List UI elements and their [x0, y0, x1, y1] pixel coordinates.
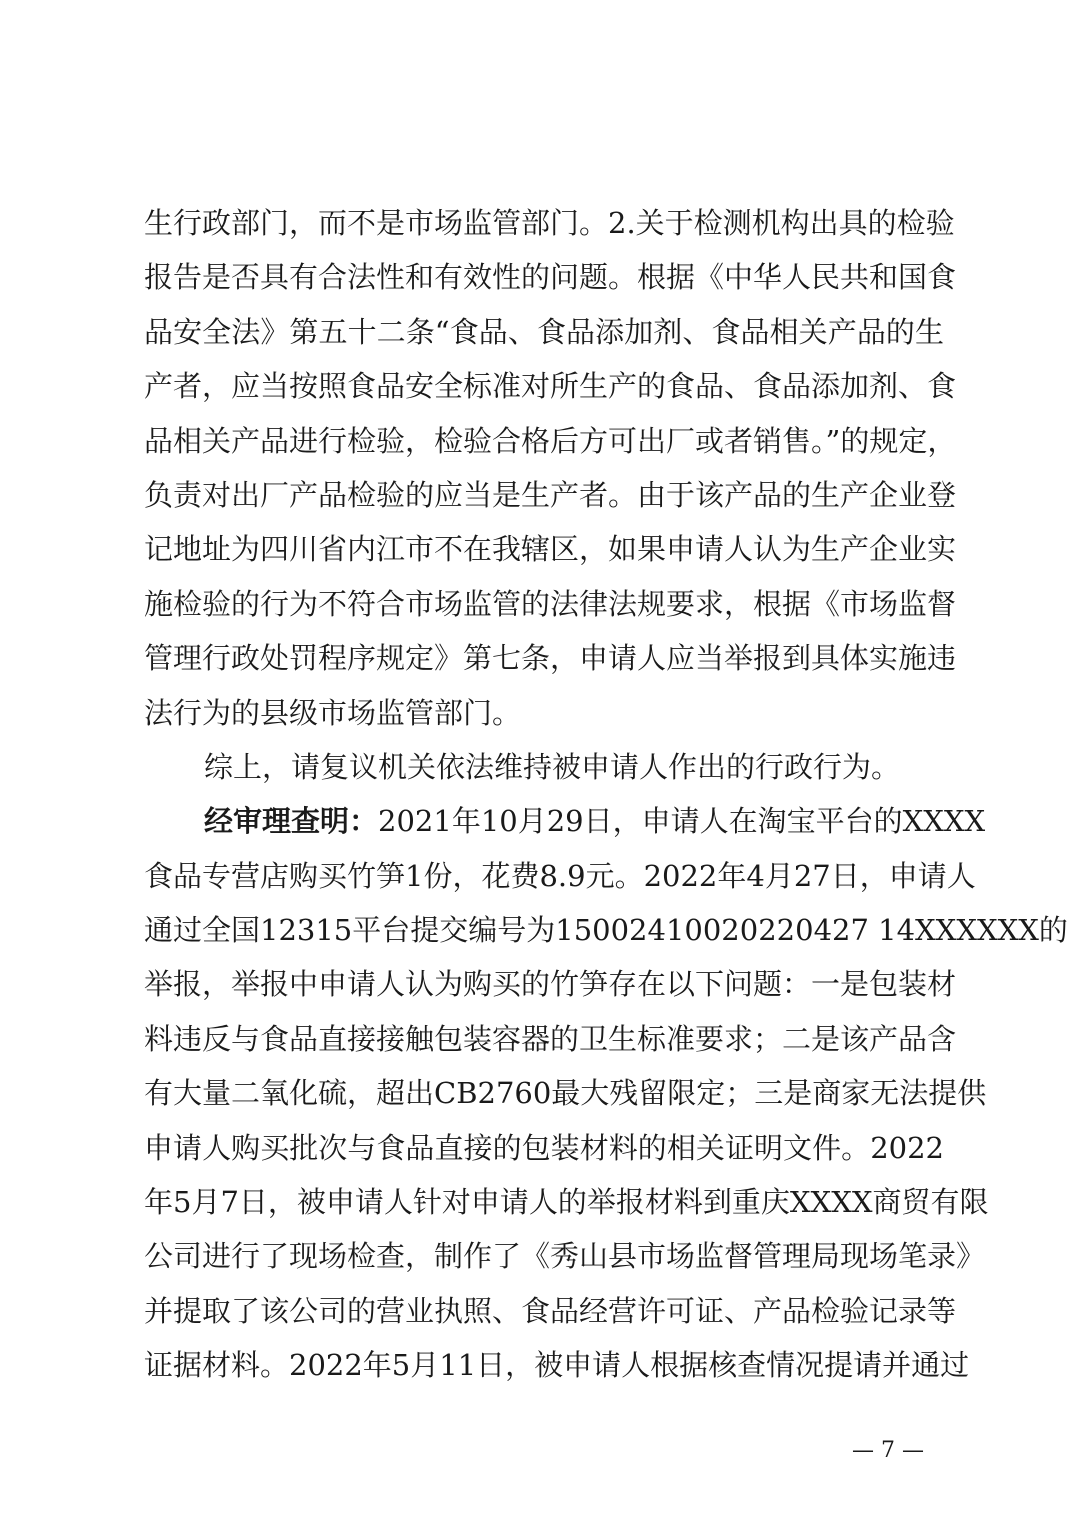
paragraph1-line-5: 品相关产品进行检验，检验合格后方可出厂或者销售。”的规定， [144, 423, 957, 458]
paragraph1-line-8: 施检验的行为不符合市场监管的法律法规要求，根据《市场监督 [144, 586, 957, 621]
findings-line-11: 证据材料。2022年5月11日，被申请人根据核查情况提请并通过 [144, 1348, 970, 1383]
findings-line-6: 有大量二氧化硫，超出CB2760最大残留限定；三是商家无法提供 [144, 1076, 987, 1111]
findings-line-3: 通过全国12315平台提交编号为15002410020220427 14XXXXXX的 [144, 913, 1068, 948]
paragraph1-line-6: 负责对出厂产品检验的应当是生产者。由于该产品的生产企业登 [144, 477, 957, 512]
body-text [144, 196, 1068, 1393]
paragraph1-line-9: 管理行政处罚程序规定》第七条，申请人应当举报到具体实施违 [144, 641, 957, 676]
findings-line-5: 料违反与食品直接接触包装容器的卫生标准要求；二是该产品含 [144, 1021, 957, 1056]
findings-line-10: 并提取了该公司的营业执照、食品经营许可证、产品检验记录等 [144, 1293, 957, 1328]
page-number: — 7 — [852, 1438, 924, 1463]
findings-line-8: 年5月7日，被申请人针对申请人的举报材料到重庆XXXX商贸有限 [144, 1185, 989, 1220]
findings-first-line-text: 2021年10月29日，申请人在淘宝平台的XXXX [378, 804, 986, 839]
findings-heading: 经审理查明： [204, 804, 379, 839]
paragraph1-line-1: 生行政部门，而不是市场监管部门。2.关于检测机构出具的检验 [144, 206, 955, 240]
paragraph1-line-10: 法行为的县级市场监管部门。 [144, 695, 522, 730]
paragraph1-line-3: 品安全法》第五十二条“食品、食品添加剂、食品相关产品的生 [144, 314, 944, 349]
conclusion-paragraph: 综上，请复议机关依法维持被申请人作出的行政行为。 [204, 749, 901, 784]
findings-line-4: 举报，举报中申请人认为购买的竹笋存在以下问题：一是包装材 [144, 967, 957, 1002]
findings-line-9: 公司进行了现场检查，制作了《秀山县市场监督管理局现场笔录》 [144, 1239, 986, 1274]
paragraph1-line-4: 产者，应当按照食品安全标准对所生产的食品、食品添加剂、食 [144, 369, 957, 404]
paragraph1-line-7: 记地址为四川省内江市不在我辖区，如果申请人认为生产企业实 [144, 532, 957, 567]
findings-first-line [144, 794, 986, 848]
paragraph1-line-2: 报告是否具有合法性和有效性的问题。根据《中华人民共和国食 [144, 260, 957, 295]
findings-line-7: 申请人购买批次与食品直接的包装材料的相关证明文件。2022 [144, 1130, 944, 1165]
findings-line-2: 食品专营店购买竹笋1份，花费8.9元。2022年4月27日，申请人 [144, 858, 976, 893]
